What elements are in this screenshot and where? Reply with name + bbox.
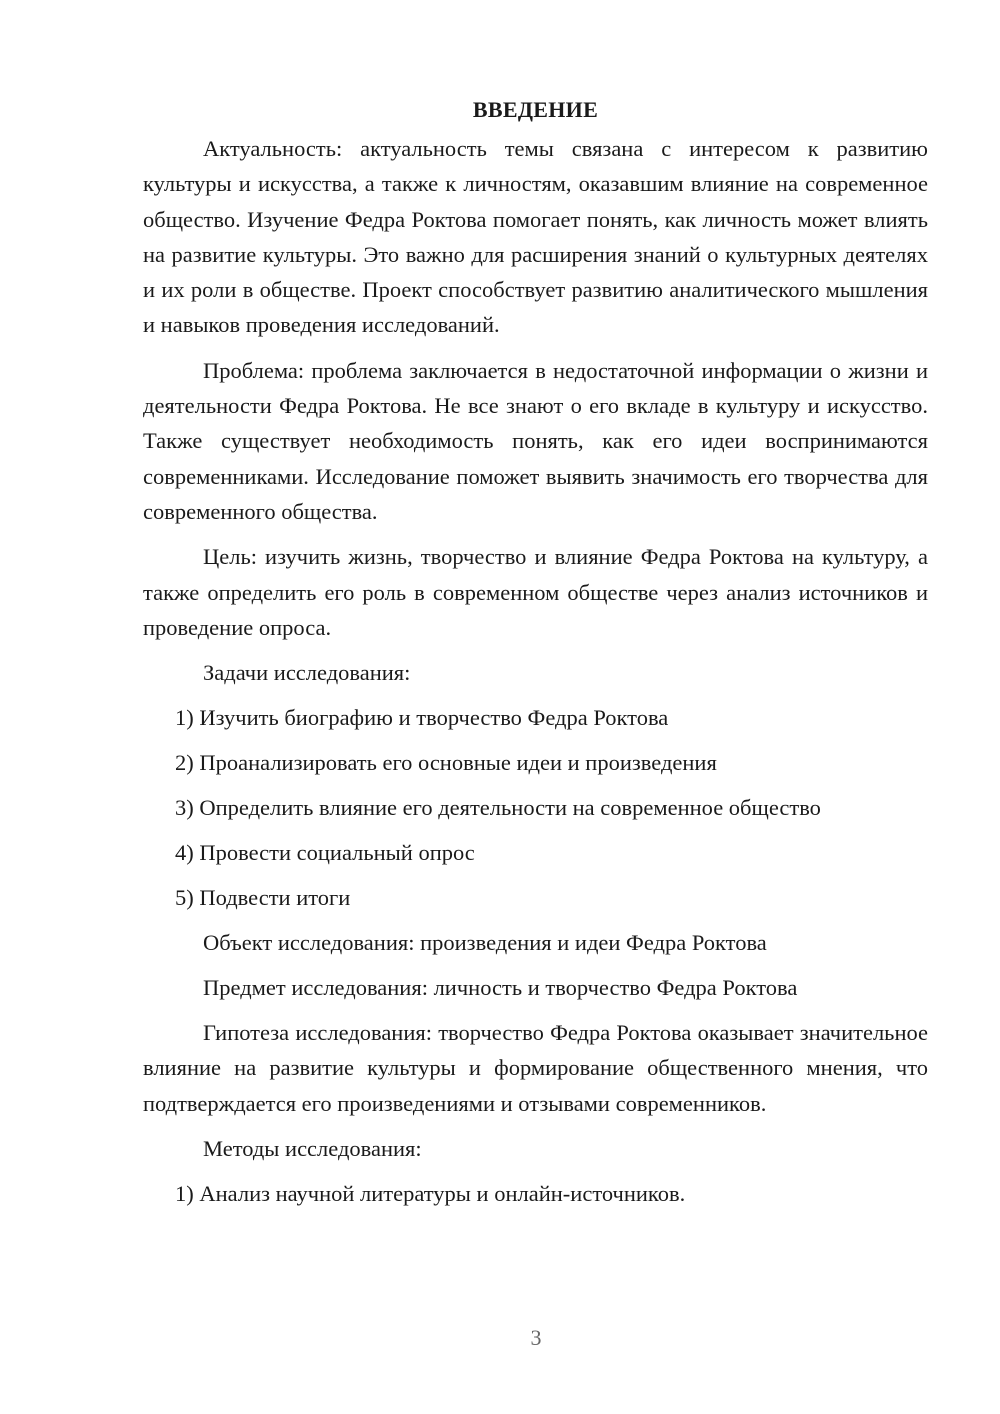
- list-item: 4) Провести социальный опрос: [175, 840, 475, 866]
- page-title: ВВЕДЕНИЕ: [472, 97, 599, 122]
- goal-paragraph: Цель: изучить жизнь, творчество и влияние Федра Роктова на культуру, а также определить его роль в современном обществе через анализ источников и проведение опроса.: [143, 544, 928, 640]
- list-item: 1) Изучить биографию и творчество Федра Роктова: [175, 705, 669, 731]
- tasks-title: Задачи исследования:: [203, 660, 411, 686]
- list-item: 1) Анализ научной литературы и онлайн-источников.: [175, 1181, 686, 1207]
- page-number: 3: [530, 1325, 542, 1350]
- list-item: 5) Подвести итоги: [175, 885, 351, 911]
- list-item: 3) Определить влияние его деятельности на современное общество: [175, 795, 821, 821]
- research-object: Объект исследования: произведения и идеи Федра Роктова: [203, 930, 767, 956]
- methods-title: Методы исследования:: [203, 1136, 422, 1162]
- tasks-list: [143, 700, 928, 915]
- methods-list: [143, 1176, 928, 1211]
- research-subject: Предмет исследования: личность и творчество Федра Роктова: [203, 975, 798, 1001]
- document-page: [143, 92, 928, 1221]
- relevance-paragraph: Актуальность: актуальность темы связана с интересом к развитию культуры и искусства, а также к личностям, оказавшим влияние на современное общество. Изучение Федра Роктова помогает понять, как личность может влиять на развитие культуры. Это важно для расширения знаний о культурных деятелях и их роли в обществе. Проект способствует развитию аналитического мышления и навыков проведения исследований.: [143, 136, 928, 338]
- problem-paragraph: Проблема: проблема заключается в недостаточной информации о жизни и деятельности Федра Роктова. Не все знают о его вкладе в культуру и искусство. Также существует необходимость понять, как его идеи воспринимаются современниками. Исследование поможет выявить значимость его творчества для современного общества.: [143, 357, 928, 524]
- hypothesis-paragraph: Гипотеза исследования: творчество Федра Роктова оказывает значительное влияние на развитие культуры и формирование общественного мнения, что подтверждается его произведениями и отзывами современников.: [143, 1020, 928, 1116]
- list-item: 2) Проанализировать его основные идеи и произведения: [175, 750, 717, 776]
